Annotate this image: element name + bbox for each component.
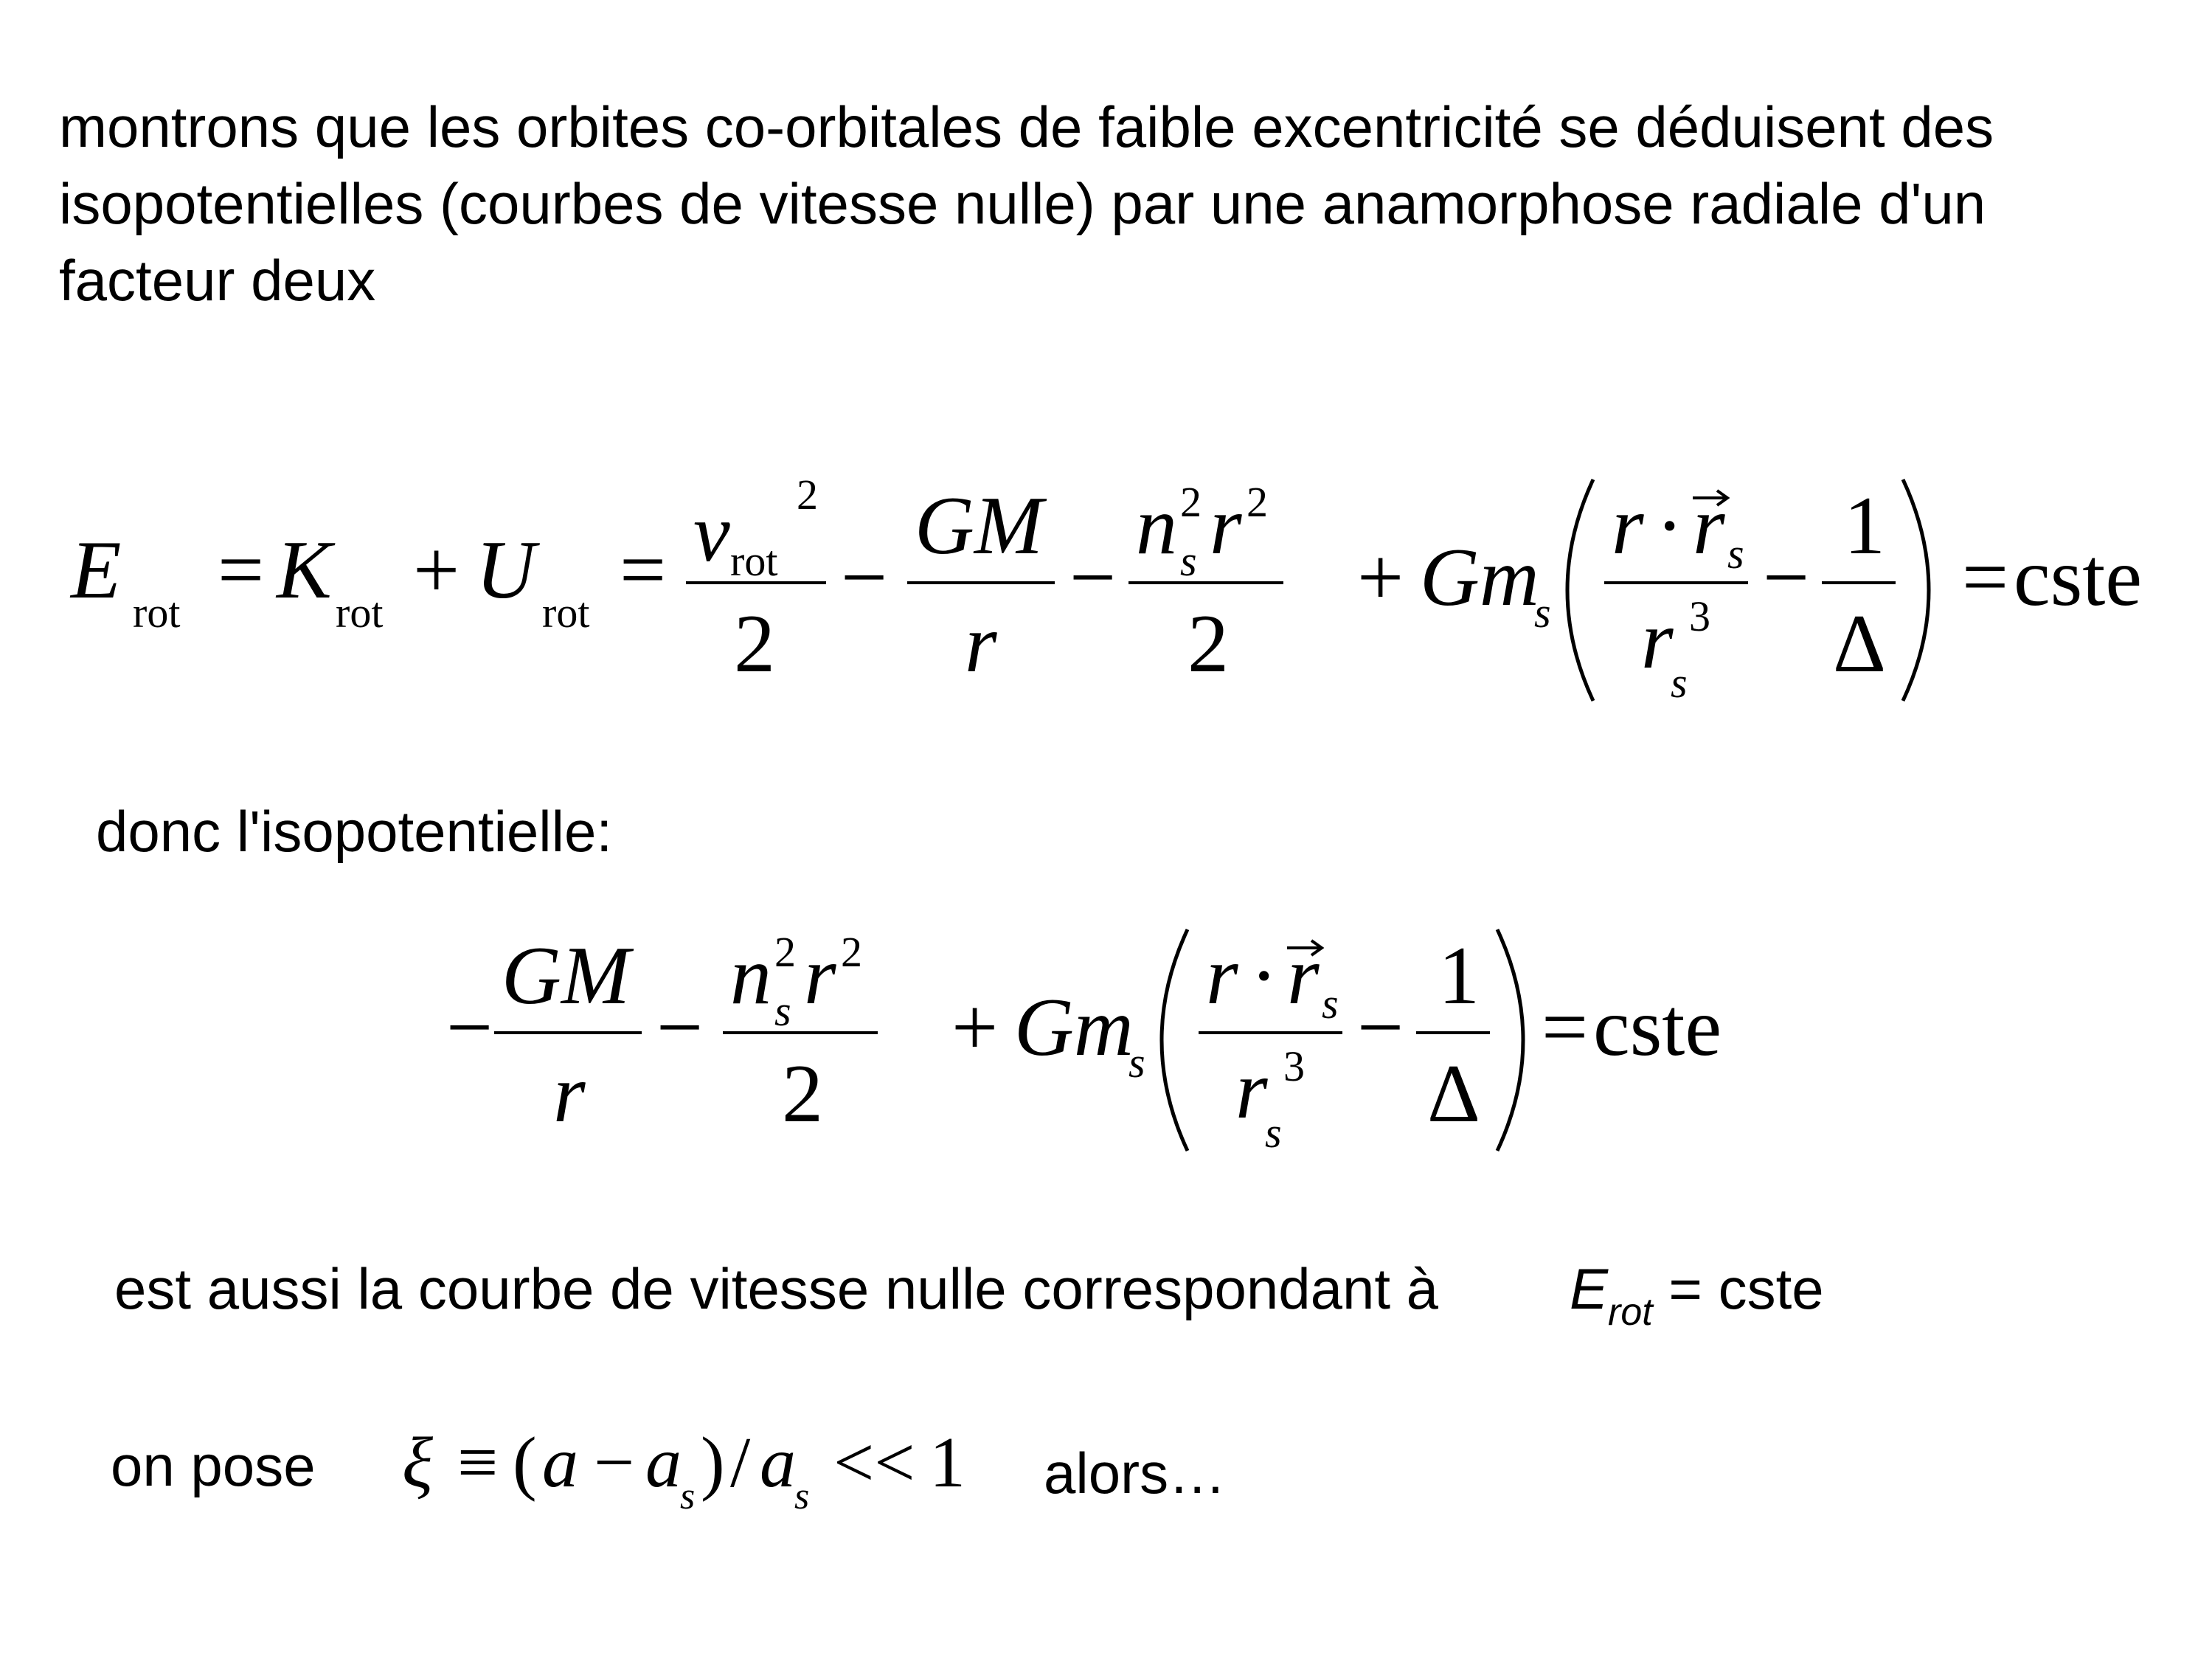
eq1-dot: · [1656,480,1684,572]
alors-label: alors… [1044,1441,1227,1506]
eq2-n-sup: 2 [774,928,796,976]
intro-line-3: facteur deux [59,248,376,313]
eq1-r2: r [1210,480,1242,572]
eq2-minus-2: − [656,982,704,1073]
xi-symbol: ξ [402,1423,433,1503]
xi-as: a [645,1423,682,1503]
eq2-minus-1: − [446,982,493,1073]
eq1-E: E [71,524,122,616]
eq1-rs-vec-sub: s [1727,530,1744,578]
eq2-Gm: Gm [1014,982,1134,1073]
eq2-n-sub: s [774,987,791,1035]
eq1-Gm: Gm [1420,532,1539,623]
eq1-plus-2: + [1357,532,1404,623]
eq2-GM: GM [502,930,631,1022]
eq1-Gm-sub: s [1534,589,1551,637]
intro-line-2: isopotentielles (courbes de vitesse nulle) par une anamorphose radiale d'un [59,171,1986,236]
eq2-delta: Δ [1427,1048,1481,1140]
eq1-eq-3: = [1962,532,2009,623]
eq1-minus-1: − [841,532,888,623]
xi-minus: − [594,1423,635,1503]
eq2-minus-3: − [1357,982,1404,1073]
inline-erot-sub: rot [1608,1291,1653,1334]
eq1-n-sup: 2 [1180,478,1202,526]
eq1-rs-den-sub: s [1671,659,1688,707]
eq1-U: U [476,524,535,616]
eq1-n: n [1136,480,1177,572]
eq1-minus-3: − [1763,532,1810,623]
eq2-n-denominator: 2 [782,1048,823,1140]
eq2-rs-vec: r [1287,930,1320,1022]
eq2-dot: · [1250,930,1278,1022]
xi-ll: << [833,1423,915,1503]
eq1-minus-2: − [1069,532,1117,623]
eq2-eq: = [1542,982,1589,1073]
xi-a: a [542,1423,578,1503]
eq2-plus: + [951,982,999,1073]
eq2-Gm-sub: s [1128,1039,1145,1087]
isopotential-equation [435,907,1807,1173]
eq2-r2: r [804,930,836,1022]
eq1-rs-den: r [1641,595,1674,686]
eq1-v-denominator: 2 [734,598,775,690]
eq1-rs-den-sup: 3 [1689,592,1710,640]
eq2-n: n [730,930,772,1022]
xi-equiv: ≡ [457,1423,499,1503]
eq1-plus-1: + [413,524,460,616]
eq1-delta: Δ [1833,598,1887,690]
xi-lparen: ( [513,1423,537,1503]
eq1-r2-sup: 2 [1247,478,1268,526]
eq1-cste: cste [2014,532,2143,623]
isopotential-label: donc l'isopotentielle: [96,799,613,864]
eq2-rs-den-sub: s [1265,1109,1282,1157]
eq2-rs-vec-sub: s [1322,980,1339,1028]
eq2-right-paren [1497,929,1523,1151]
intro-paragraph [59,89,1994,319]
eq1-GM: GM [915,480,1044,572]
inline-erot-equation [1570,1250,1824,1334]
eq2-r-dot: r [1206,930,1238,1022]
eq1-eq-2: = [620,524,667,616]
intro-line-1: montrons que les orbites co-orbitales de faible excentricité se déduisent des [59,94,1994,159]
xi-as2-sub: s [794,1475,810,1517]
eq2-rs-den: r [1235,1045,1268,1136]
rotational-energy-equation [59,457,2183,723]
xi-slash: / [730,1423,751,1503]
eq1-one: 1 [1844,480,1885,572]
eq1-n-sub: s [1180,537,1197,585]
eq1-v-sub: rot [730,537,778,585]
eq2-left-paren [1162,929,1188,1151]
eq1-rs-vec: r [1693,480,1725,572]
xi-definition [395,1409,999,1542]
eq1-r-denominator: r [965,598,997,690]
eq1-r-dot: r [1612,480,1644,572]
eq1-eq-1: = [218,524,265,616]
eq1-E-sub: rot [133,589,181,637]
eq2-rs-den-sup: 3 [1283,1042,1305,1090]
eq1-K: K [277,524,332,616]
eq2-r2-sup: 2 [841,928,862,976]
eq1-right-paren [1903,479,1929,701]
on-pose-label: on pose [111,1433,316,1498]
xi-as2: a [760,1423,796,1503]
eq1-left-paren [1567,479,1593,701]
eq1-n-denominator: 2 [1188,598,1229,690]
eq1-U-sub: rot [542,589,590,637]
zero-velocity-curve-label: est aussi la courbe de vitesse nulle correspondant à [114,1256,1439,1321]
inline-erot-rest: = cste [1652,1256,1824,1321]
eq1-v-sup: 2 [797,471,818,519]
eq1-v: v [693,488,730,579]
xi-as-sub: s [680,1475,696,1517]
inline-erot-E: E [1570,1256,1609,1321]
xi-one: 1 [929,1423,965,1503]
eq2-one: 1 [1438,930,1480,1022]
eq2-r-denominator: r [553,1048,586,1140]
eq1-K-sub: rot [336,589,384,637]
xi-rparen: ) [701,1423,725,1503]
eq2-cste: cste [1593,982,1722,1073]
